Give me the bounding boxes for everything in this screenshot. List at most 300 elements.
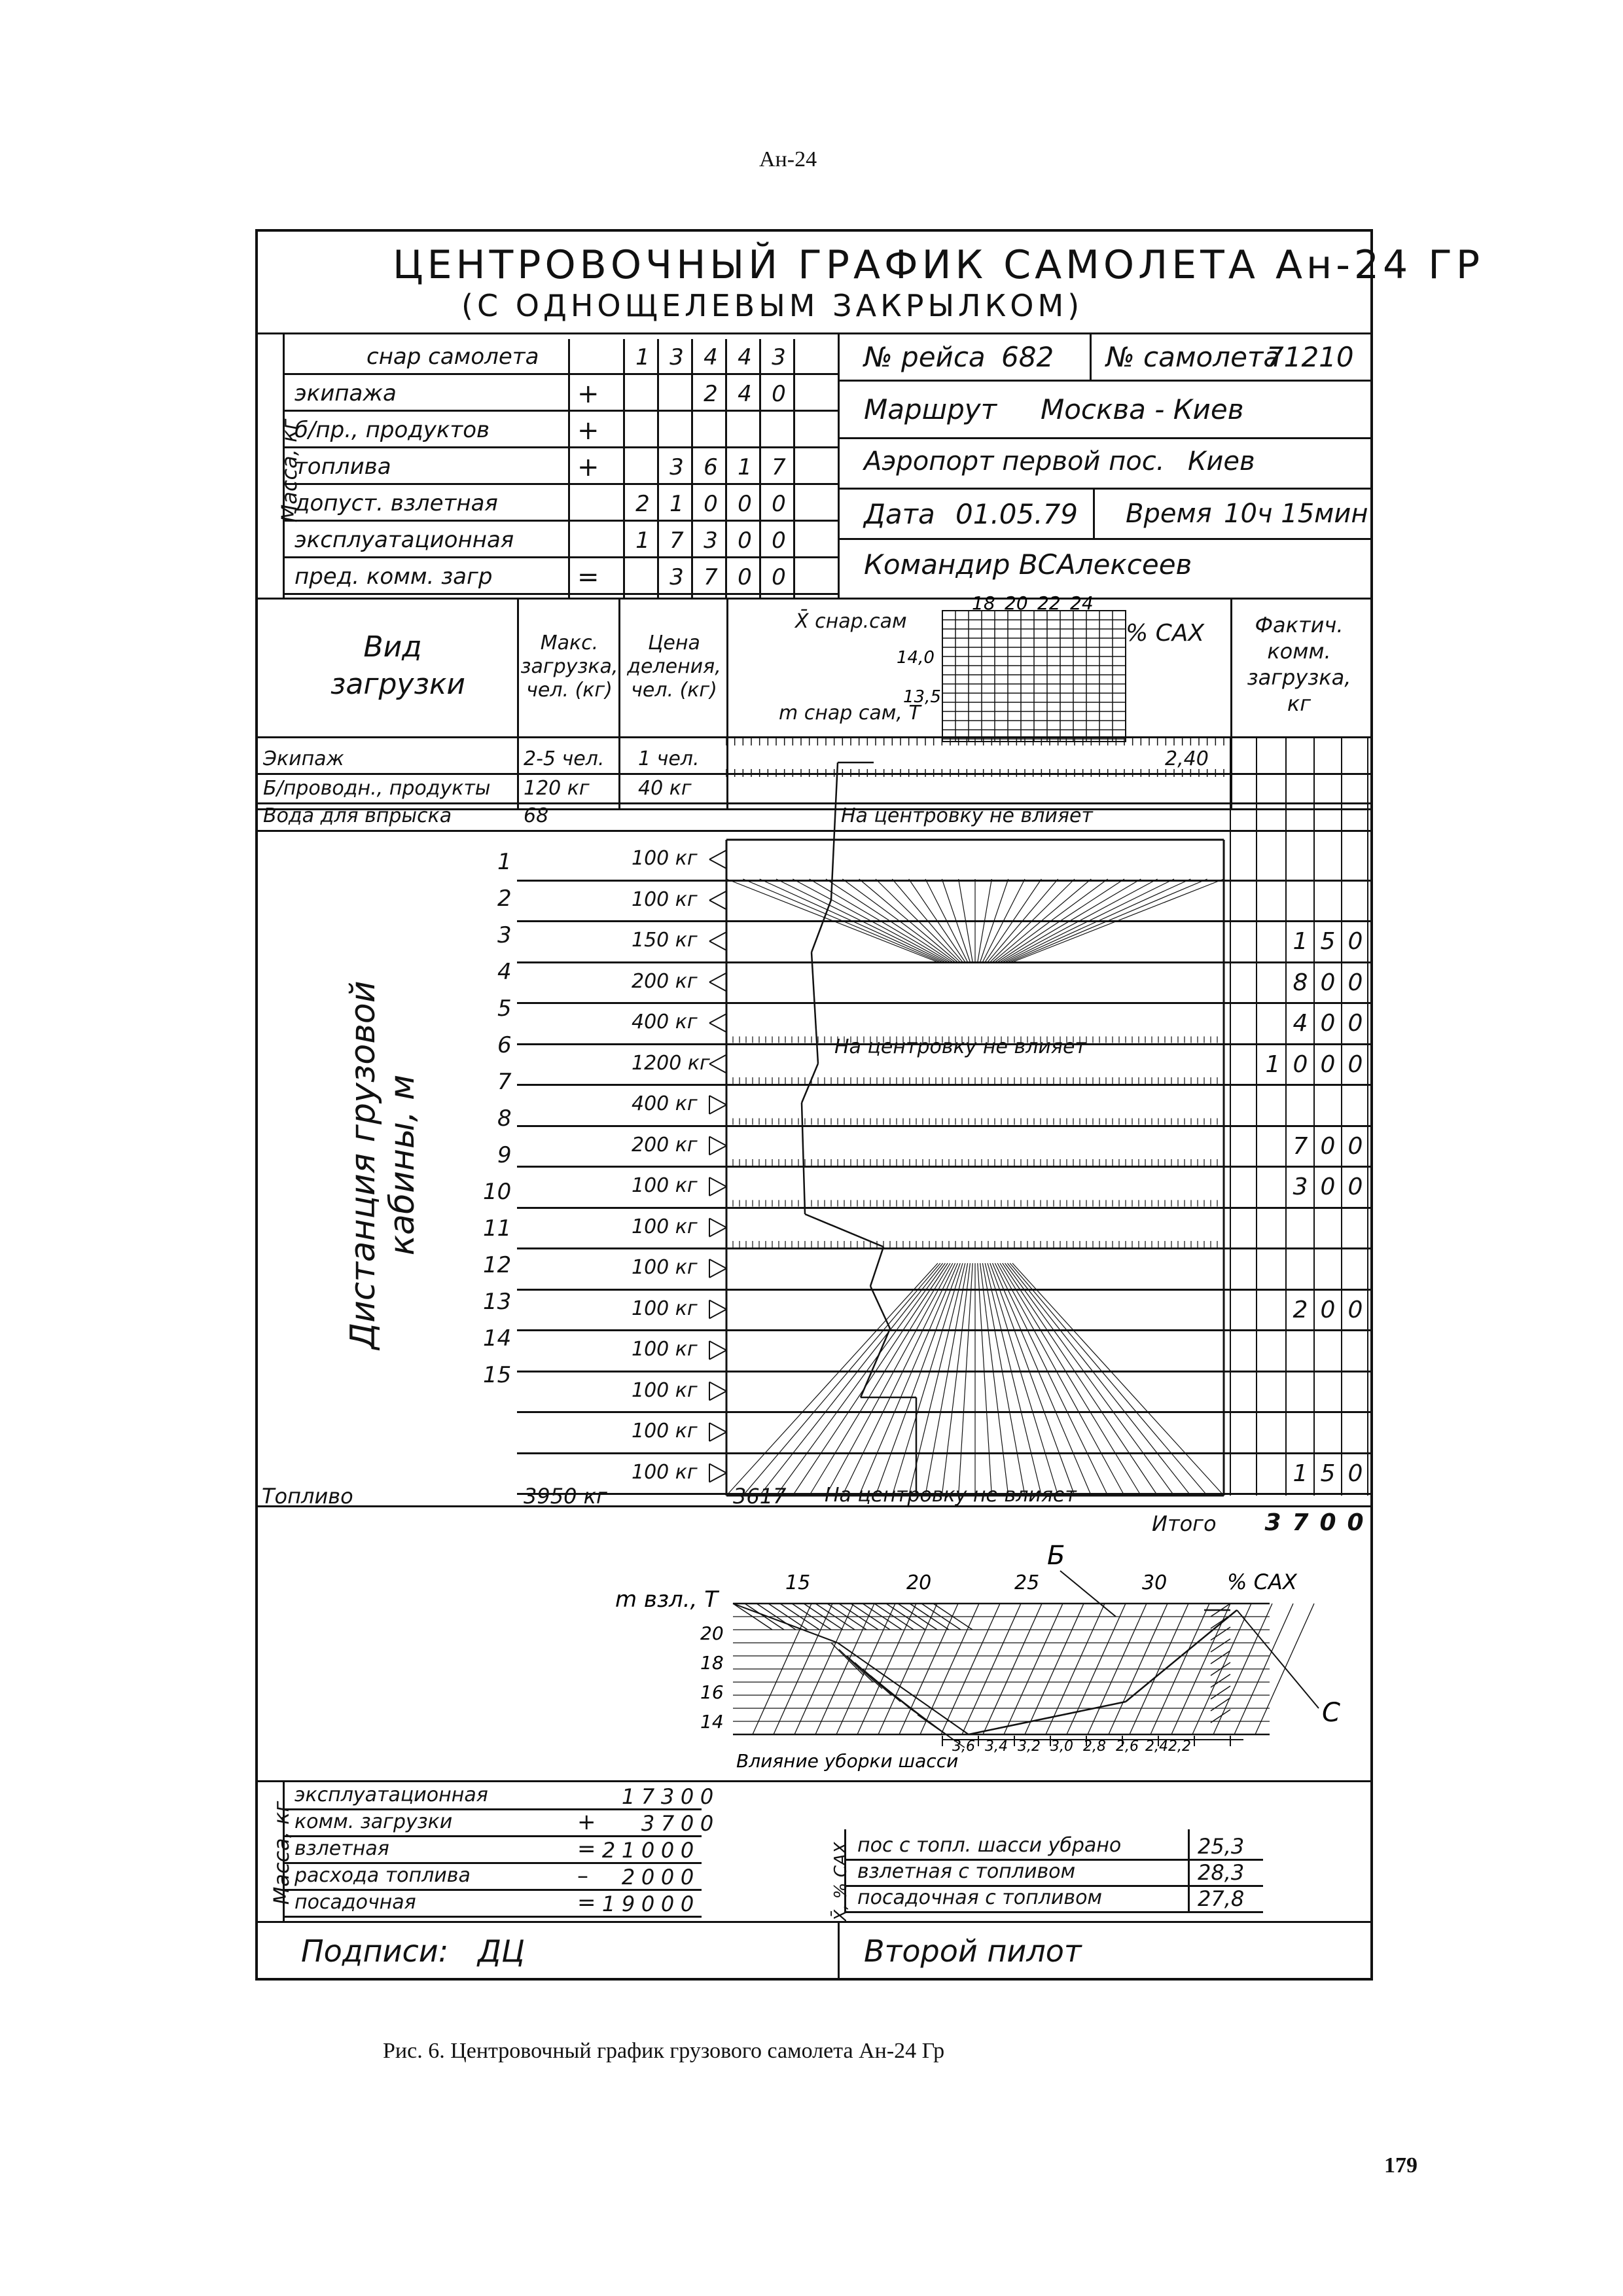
actual-digit: 0 (1320, 1010, 1336, 1037)
fuel-value: 3617 (733, 1484, 787, 1509)
top-row-division: 1 чел. (638, 747, 700, 770)
divider-signatures (255, 1921, 1373, 1923)
nomogram-line (709, 932, 726, 941)
cabin-distance: 13 (483, 1289, 512, 1315)
nomogram-line (842, 1263, 955, 1496)
date-label: Дата (864, 498, 935, 530)
mass-digit: 6 (704, 454, 718, 480)
actual-digit: 0 (1293, 1050, 1308, 1078)
m-tick-140: 14,0 (897, 648, 935, 668)
total-label: Итого (1152, 1511, 1217, 1536)
cabin-side-label: Дистанция грузовой кабины, м (344, 980, 422, 1350)
mass-digit: 0 (772, 528, 786, 554)
nomogram-line (870, 1286, 890, 1329)
commander-label: Командир ВС (864, 548, 1057, 581)
cax-lower-label: % САХ (1227, 1570, 1297, 1594)
dc-label: ДЦ (478, 1933, 525, 1969)
m-axis-label: m снар сам, Т (779, 702, 921, 725)
actual-digit: 3 (1293, 1174, 1308, 1200)
nomogram-line (709, 891, 726, 901)
form-title: ЦЕНТРОВОЧНЫЙ ГРАФИК САМОЛЕТА Ан-24 ГР (393, 242, 1484, 288)
bottom-mass-digit: 0 (641, 1838, 655, 1863)
cabin-division: 100 кг (632, 1338, 698, 1361)
time-value: 10ч 15мин (1224, 499, 1368, 529)
nomogram-line (776, 1263, 945, 1496)
mass-row-label: пред. комм. загр (294, 564, 493, 590)
route-value: Москва - Киев (1041, 393, 1244, 425)
nomogram-line (709, 1023, 726, 1032)
flight-no-label: № рейса (864, 341, 986, 373)
nomogram-line (709, 1259, 726, 1268)
bottom-mass-digit: 0 (680, 1811, 694, 1836)
bottom-mass-digit: 0 (660, 1865, 675, 1890)
actual-digit: 0 (1320, 1296, 1336, 1323)
cabin-division: 100 кг (632, 847, 698, 870)
bottom-mass-label: посадочная (294, 1891, 416, 1914)
cabin-row-line (517, 961, 1373, 963)
cabin-distance: 10 (483, 1179, 512, 1205)
actual-digit: 0 (1347, 928, 1363, 955)
mass-digit: 0 (704, 491, 718, 517)
nomogram-line (812, 900, 831, 952)
nomogram-line (709, 859, 726, 869)
mass-row-op: + (577, 379, 599, 409)
fuel-note: На центровку не влияет (825, 1484, 1077, 1507)
aircraft-no-value: 71210 (1266, 341, 1354, 373)
cax-row-label: пос с топл. шасси убрано (857, 1834, 1122, 1857)
cabin-division: 400 кг (632, 1092, 698, 1115)
cabin-division: 100 кг (632, 888, 698, 911)
cabin-row-line (517, 1452, 1373, 1454)
mass-digit: 7 (704, 564, 718, 590)
lower-chart-line (969, 1702, 1126, 1734)
fuel-max: 3950 кг (524, 1484, 607, 1509)
bottom-mass-digit: 0 (700, 1811, 714, 1836)
info-split-1 (1090, 332, 1092, 380)
bottom-mass-digit: 3 (660, 1784, 675, 1809)
gear-tick-28: 2,8 (1083, 1738, 1106, 1755)
cax-row-label: посадочная с топливом (857, 1886, 1103, 1909)
mass-digit: 7 (772, 454, 786, 480)
bottom-mass-digit: 1 (601, 1892, 616, 1916)
cabin-distance: 4 (497, 959, 512, 985)
cabin-division: 100 кг (632, 1174, 698, 1197)
nomogram-line (726, 1263, 938, 1496)
mass-row-op: + (577, 452, 599, 482)
lower-chart-line (831, 1643, 864, 1676)
date-value: 01.05.79 (955, 498, 1079, 530)
divider-load-top (255, 598, 1373, 600)
cabin-distance: 3 (497, 922, 512, 948)
nomogram-line (709, 901, 726, 910)
x-tick-22: 22 (1037, 592, 1061, 614)
mass-row-label: экипажа (294, 380, 397, 406)
marker-c: С (1322, 1698, 1340, 1728)
bottom-mass-digit: 0 (680, 1892, 694, 1916)
lower-chart-line (1211, 1698, 1230, 1711)
actual-digit: 0 (1320, 969, 1336, 996)
actual-digit: 0 (1347, 1460, 1363, 1487)
mass-digit: 1 (635, 344, 650, 370)
bottom-mass-label: расхода топлива (294, 1864, 471, 1887)
cax-side-line (844, 1829, 846, 1911)
nomogram-line (909, 1263, 965, 1496)
mass-col-line (691, 339, 693, 598)
total-digit: 0 (1347, 1509, 1364, 1536)
m-tick-16: 16 (700, 1681, 724, 1703)
nomogram-line (870, 1247, 883, 1286)
cax-value-line (1188, 1829, 1190, 1911)
mass-digit: 0 (772, 491, 786, 517)
nomogram-line (1010, 1263, 1207, 1496)
mass-row-label: эксплуатационная (294, 527, 514, 553)
mass-digit: 3 (772, 344, 786, 370)
x-tick-24: 24 (1070, 592, 1094, 614)
mass-digit: 3 (669, 344, 684, 370)
nomogram-line (709, 973, 726, 982)
mass-row-label: допуст. взлетная (294, 490, 498, 516)
cabin-distance: 11 (483, 1215, 512, 1242)
cabin-division: 200 кг (632, 1133, 698, 1157)
mass-digit: 4 (704, 344, 718, 370)
cax-row-value: 27,8 (1198, 1886, 1245, 1911)
nomogram-line (709, 1219, 726, 1228)
cabin-distance: 12 (483, 1252, 512, 1278)
m-tick-18: 18 (700, 1652, 724, 1674)
cabin-division: 100 кг (632, 1215, 698, 1238)
header-grid (897, 592, 1139, 743)
cabin-division: 100 кг (632, 1256, 698, 1279)
nomogram-line (810, 1263, 950, 1496)
actual-digit: 0 (1320, 1132, 1336, 1160)
gear-tick-26: 2,6 (1116, 1738, 1139, 1755)
nomogram-line (709, 1105, 726, 1114)
copilot-label: Второй пилот (864, 1933, 1082, 1969)
nomogram-line (892, 1263, 963, 1496)
cax-side-label: X̄, % САХ (831, 1842, 851, 1922)
mass-digit: 0 (772, 381, 786, 407)
nomogram-line (709, 1391, 726, 1401)
total-digit: 7 (1292, 1509, 1309, 1536)
actual-digit: 2 (1293, 1296, 1308, 1323)
mass-col-line (759, 339, 761, 598)
bottom-mass-op: – (577, 1863, 588, 1889)
nomogram-line (709, 1146, 726, 1155)
cabin-row-line (517, 1247, 1373, 1249)
m-tick-14: 14 (700, 1711, 724, 1732)
nomogram-line (826, 1263, 953, 1496)
takeoff-chart (589, 1541, 1374, 1780)
top-row-division: 40 кг (638, 777, 692, 800)
bottom-mass-digit: 0 (660, 1892, 675, 1916)
cax-tick-25: 25 (1014, 1571, 1040, 1594)
nomogram-line (1007, 1263, 1190, 1496)
x-axis-label: X̄ снар.сам (795, 610, 907, 633)
mass-row-op: = (577, 562, 599, 592)
nomogram-line (743, 1263, 940, 1496)
cabin-distance: 8 (497, 1105, 512, 1132)
mass-digit: 0 (738, 564, 752, 590)
cabin-row-line (517, 1002, 1373, 1004)
mass-col-line (568, 339, 570, 598)
info-line-4 (838, 538, 1373, 540)
mass-digit: 0 (738, 491, 752, 517)
top-row-max: 120 кг (524, 777, 590, 800)
divider-info (838, 332, 840, 598)
commander-value: Алексеев (1057, 548, 1192, 581)
mass-row-label: топлива (294, 454, 391, 480)
cabin-distance: 6 (497, 1032, 512, 1058)
bottom-mass-digit: 0 (641, 1892, 655, 1916)
cabin-division: 100 кг (632, 1460, 698, 1484)
actual-digit: 1 (1265, 1050, 1281, 1078)
nomogram-line (1012, 1263, 1224, 1496)
x-tick-18: 18 (972, 592, 995, 614)
nomogram-line (1005, 1263, 1174, 1496)
actual-digit: 5 (1320, 928, 1336, 955)
marker-b: Б (1047, 1541, 1065, 1571)
divider-lower-chart (255, 1780, 1373, 1782)
mass-row-op: + (577, 416, 599, 446)
centering-nomogram (255, 736, 1373, 1509)
nomogram-line (988, 1263, 1058, 1496)
bottom-mass-digit: 1 (621, 1838, 635, 1863)
figure-caption: Рис. 6. Центровочный график грузового самолета Ан-24 Гр (383, 2039, 945, 2063)
actual-digit: 0 (1347, 1050, 1363, 1078)
mass-col-line (793, 339, 795, 598)
gear-tick-36: 3,6 (952, 1738, 975, 1755)
info-line-3 (838, 488, 1373, 490)
bottom-mass-digit: 2 (601, 1838, 616, 1863)
x-tick-20: 20 (1005, 592, 1028, 614)
mass-row-line (283, 593, 838, 595)
top-row-line (255, 830, 1373, 832)
signatures-label: Подписи: (301, 1933, 449, 1969)
cabin-row-line (517, 1207, 1373, 1209)
nomogram-line (709, 1473, 726, 1482)
mass-digit: 4 (738, 344, 752, 370)
cax-row-value: 25,3 (1198, 1834, 1245, 1859)
mass-row-line (283, 483, 838, 485)
nomogram-line (793, 1263, 948, 1496)
mass-col-line (725, 339, 727, 598)
actual-digit: 0 (1347, 1010, 1363, 1037)
nomogram-line (709, 1014, 726, 1023)
nomogram-line (1003, 1263, 1158, 1496)
mass-digit: 3 (669, 564, 684, 590)
gear-tick-34: 3,4 (985, 1738, 1008, 1755)
nomogram-line (709, 1350, 726, 1359)
cabin-distance: 7 (497, 1069, 512, 1095)
cabin-division: 150 кг (632, 929, 698, 952)
mass-digit: 3 (704, 528, 718, 554)
actual-digit: 0 (1347, 1296, 1363, 1323)
cabin-division: 100 кг (632, 1420, 698, 1443)
top-row-note: На центровку не влияет (841, 804, 1093, 827)
cabin-mid-note: На центровку не влияет (834, 1035, 1086, 1058)
flight-no-value: 682 (1001, 341, 1054, 373)
nomogram-line (709, 1177, 726, 1187)
lower-chart-line (1211, 1710, 1230, 1723)
nomogram-line (709, 982, 726, 992)
lower-chart-line (1060, 1571, 1116, 1617)
cabin-distance: 5 (497, 996, 512, 1022)
lower-chart-line (1211, 1674, 1230, 1687)
cabin-division: 1200 кг (632, 1051, 710, 1075)
gear-tick-30: 3,0 (1050, 1738, 1073, 1755)
actual-load-label: Фактич. комм. загрузка, кг (1247, 613, 1351, 716)
mass-col-line (623, 339, 625, 598)
cax-row-value: 28,3 (1198, 1860, 1245, 1885)
nomogram-line (990, 1263, 1075, 1496)
cabin-row-line (517, 1371, 1373, 1372)
m-tick-20: 20 (700, 1623, 724, 1644)
nomogram-line (995, 1263, 1107, 1496)
actual-digit: 7 (1293, 1132, 1308, 1160)
fuel-label: Топливо (262, 1484, 353, 1509)
cabin-division: 100 кг (632, 1378, 698, 1402)
actual-digit: 1 (1293, 928, 1308, 955)
bottom-mass-label: взлетная (294, 1837, 389, 1860)
nomogram-line (709, 941, 726, 950)
total-digit: 0 (1319, 1509, 1336, 1536)
bottom-mass-op: = (577, 1890, 596, 1916)
top-row-line (255, 773, 1373, 775)
nomogram-line (802, 1064, 818, 1103)
nomogram-line (709, 1187, 726, 1196)
nomogram-line (709, 1228, 726, 1237)
gear-tick-24: 2,4 (1145, 1738, 1168, 1755)
bottom-mass-op: = (577, 1836, 596, 1862)
bottom-mass-label: комм. загрузки (294, 1810, 453, 1833)
cabin-division: 100 кг (632, 1297, 698, 1320)
sig-divider (838, 1921, 840, 1981)
top-row-max: 68 (524, 804, 549, 827)
page-header: Ан-24 (759, 147, 817, 171)
gear-tick-22: 2,2 (1168, 1738, 1191, 1755)
cax-label: % САХ (1126, 620, 1205, 647)
mass-digit: 2 (704, 381, 718, 407)
actual-digit: 0 (1347, 1174, 1363, 1200)
bottom-mass-op: + (577, 1809, 596, 1835)
bottom-mass-digit: 0 (641, 1865, 655, 1890)
nomogram-line (760, 1263, 943, 1496)
nomogram-line (859, 1263, 958, 1496)
nomogram-line (1000, 1263, 1141, 1496)
top-row-max: 2-5 чел. (524, 747, 605, 770)
mass-digit: 7 (669, 528, 684, 554)
mass-digit: 0 (738, 528, 752, 554)
nomogram-line (709, 1137, 726, 1146)
cabin-row-line (517, 880, 1373, 882)
mass-row-line (283, 410, 838, 412)
mass-row-label: б/пр., продуктов (294, 417, 490, 443)
cabin-row-line (517, 1329, 1373, 1331)
bottom-mass-digit: 3 (641, 1811, 655, 1836)
load-type-label: Вид загрузки (330, 630, 466, 702)
bottom-mass-digit: 0 (660, 1838, 675, 1863)
top-row-name: Вода для впрыска (263, 804, 452, 827)
cabin-row-line (517, 1411, 1373, 1413)
nomogram-line (802, 1103, 805, 1214)
time-label: Время (1126, 499, 1212, 529)
m-tick-135: 13,5 (903, 687, 941, 707)
mass-row-label: снар самолета (366, 344, 539, 370)
mass-row-line (283, 373, 838, 375)
gear-tick-32: 3,2 (1018, 1738, 1041, 1755)
cax-row-label: взлетная с топливом (857, 1860, 1076, 1883)
route-label: Маршрут (864, 393, 997, 425)
max-load-label: Макс. загрузка, чел. (кг) (520, 632, 618, 702)
total-digit: 3 (1264, 1509, 1281, 1536)
cabin-distance: 15 (483, 1362, 512, 1388)
bottom-mass-digit: 1 (621, 1784, 635, 1809)
divider-title (255, 332, 1373, 334)
lower-chart-line (839, 1649, 873, 1682)
bottom-mass-digit: 7 (641, 1784, 655, 1809)
bottom-mass-digit: 2 (621, 1865, 635, 1890)
cabin-row-line (517, 1084, 1373, 1086)
nomogram-line (709, 1268, 726, 1278)
airport-value: Киев (1188, 446, 1255, 476)
mass-row-line (283, 446, 838, 448)
cabin-row-line (517, 1166, 1373, 1168)
nomogram-line (709, 1096, 726, 1105)
bottom-mass-digit: 0 (680, 1865, 694, 1890)
mass-digit: 1 (669, 491, 684, 517)
nomogram-line (709, 1064, 726, 1073)
mass-row-line (283, 556, 838, 558)
mass-digit: 3 (669, 454, 684, 480)
actual-digit: 1 (1293, 1460, 1308, 1487)
nomogram-line (709, 1310, 726, 1319)
mass-side-label: Масса, кг (277, 418, 302, 523)
cabin-distance: 1 (497, 849, 512, 875)
top-row-name: Б/проводн., продукты (263, 777, 491, 800)
mass-digit: 1 (635, 528, 650, 554)
page-number: 179 (1384, 2153, 1418, 2178)
actual-digit: 0 (1320, 1050, 1336, 1078)
actual-digit: 0 (1347, 1132, 1363, 1160)
actual-digit: 4 (1293, 1010, 1308, 1037)
m-takeoff-label: m взл., Т (615, 1587, 718, 1613)
nomogram-line (709, 1300, 726, 1310)
actual-digit: 8 (1293, 969, 1308, 996)
mass-digit: 0 (772, 564, 786, 590)
cabin-division: 400 кг (632, 1011, 698, 1033)
actual-digit: 5 (1320, 1460, 1336, 1487)
bottom-mass-digit: 0 (680, 1784, 694, 1809)
cax-tick-30: 30 (1142, 1571, 1168, 1594)
mass-digit: 4 (738, 381, 752, 407)
info-line-1 (838, 380, 1373, 382)
nomogram-line (709, 1423, 726, 1432)
cabin-distance: 14 (483, 1325, 512, 1352)
nomogram-line (709, 1464, 726, 1473)
cabin-division: 200 кг (632, 969, 698, 993)
bottom-mass-digit: 0 (700, 1784, 714, 1809)
cax-tick-20: 20 (906, 1571, 932, 1594)
nomogram-line (997, 1263, 1124, 1496)
actual-digit: 0 (1320, 1174, 1336, 1200)
nomogram-line (709, 1055, 726, 1064)
gear-label: Влияние уборки шасси (736, 1750, 959, 1772)
mass-digit: 1 (738, 454, 752, 480)
cax-row-line (844, 1911, 1263, 1913)
lower-chart-line (1237, 1610, 1319, 1708)
nomogram-line (876, 1263, 960, 1496)
nomogram-line (993, 1263, 1092, 1496)
